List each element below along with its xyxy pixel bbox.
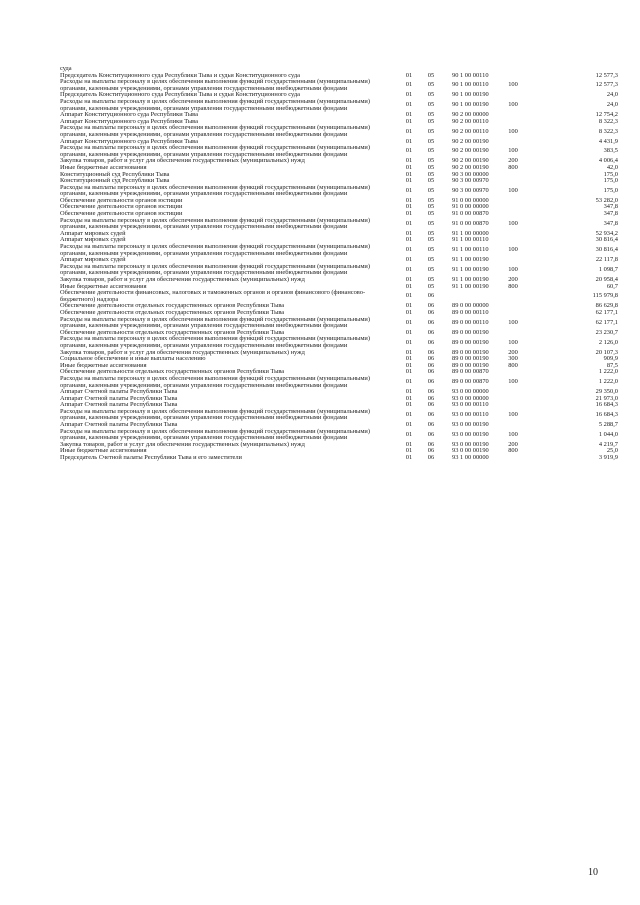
row-expense-type: 800 bbox=[508, 282, 518, 290]
row-section: 01 bbox=[405, 355, 413, 363]
row-section: 01 bbox=[405, 378, 413, 386]
row-expense-type: 100 bbox=[508, 186, 518, 194]
row-section: 01 bbox=[405, 177, 413, 185]
row-section: 01 bbox=[405, 266, 413, 274]
row-target-article: 91 1 00 00190 bbox=[452, 256, 489, 264]
row-target-article: 91 1 00 00110 bbox=[452, 246, 489, 254]
row-section: 01 bbox=[405, 447, 413, 455]
row-amount: 12 754,2 bbox=[595, 111, 618, 119]
row-name: Аппарат мировых судей bbox=[60, 236, 126, 244]
row-target-article: 89 0 00 00870 bbox=[452, 368, 489, 376]
row-expense-type: 300 bbox=[508, 355, 518, 363]
table-row bbox=[60, 218, 620, 231]
row-subsection: 06 bbox=[427, 440, 435, 448]
row-subsection: 06 bbox=[427, 368, 435, 376]
row-expense-type: 100 bbox=[508, 101, 518, 109]
row-target-article: 93 0 00 00190 bbox=[452, 421, 489, 429]
row-expense-type: 200 bbox=[508, 276, 518, 283]
row-expense-type: 100 bbox=[508, 127, 518, 135]
row-amount: 16 684,3 bbox=[595, 411, 618, 419]
row-amount: 115 979,8 bbox=[592, 292, 618, 300]
row-expense-type: 100 bbox=[508, 430, 518, 438]
row-name: Аппарат Счетной палаты Республики Тыва bbox=[60, 394, 178, 402]
row-section: 01 bbox=[405, 308, 413, 316]
row-amount: 175,0 bbox=[603, 170, 618, 178]
row-amount: 16 684,3 bbox=[595, 401, 618, 409]
row-amount: 347,8 bbox=[603, 210, 618, 218]
row-subsection: 06 bbox=[427, 394, 435, 402]
row-section: 01 bbox=[405, 361, 413, 369]
row-expense-type: 100 bbox=[508, 219, 518, 227]
row-amount: 1 222,0 bbox=[598, 378, 618, 386]
row-subsection: 05 bbox=[427, 91, 435, 99]
row-name: Аппарат Счетной палаты Республики Тыва bbox=[60, 401, 178, 409]
row-target-article: 89 0 00 00000 bbox=[452, 302, 489, 310]
row-expense-type: 100 bbox=[508, 411, 518, 419]
row-target-article: 89 0 00 00190 bbox=[452, 338, 489, 346]
row-amount: 62 177,1 bbox=[595, 318, 618, 326]
row-name: Конституционный суд Республики Тыва bbox=[60, 177, 170, 185]
row-name: Аппарат мировых судей bbox=[60, 229, 126, 237]
row-amount: 30 816,4 bbox=[595, 236, 618, 244]
row-section: 01 bbox=[405, 163, 413, 171]
row-target-article: 89 0 00 00110 bbox=[452, 308, 489, 316]
row-target-article: 90 1 00 00110 bbox=[452, 71, 489, 79]
row-expense-type: 100 bbox=[508, 81, 518, 89]
row-subsection: 06 bbox=[427, 348, 435, 356]
row-target-article: 89 0 00 00110 bbox=[452, 318, 489, 326]
row-subsection: 05 bbox=[427, 229, 435, 237]
row-subsection: 05 bbox=[427, 170, 435, 178]
row-amount: 3 919,9 bbox=[598, 454, 618, 462]
row-section: 01 bbox=[405, 117, 413, 125]
row-amount: 29 350,0 bbox=[595, 388, 618, 396]
row-section: 01 bbox=[405, 196, 413, 204]
row-amount: 21 973,0 bbox=[595, 394, 618, 402]
row-subsection: 06 bbox=[427, 401, 435, 409]
row-name: Расходы на выплаты персоналу в целях обеспечения выполнения функций государственными (муниципальными) органами, казенными учреждениями, органами управления государственными внебюджетными фондами bbox=[60, 335, 370, 349]
row-amount: 347,8 bbox=[603, 219, 618, 227]
row-section: 01 bbox=[405, 203, 413, 211]
row-target-article: 89 0 00 00190 bbox=[452, 355, 489, 363]
row-target-article: 90 2 00 00110 bbox=[452, 127, 489, 135]
row-name: Иные бюджетные ассигнования bbox=[60, 163, 147, 171]
row-expense-type: 100 bbox=[508, 338, 518, 346]
row-name: Аппарат Счетной палаты Республики Тыва bbox=[60, 421, 178, 429]
row-target-article: 93 0 00 00190 bbox=[452, 447, 489, 455]
row-target-article: 91 1 00 00000 bbox=[452, 229, 489, 237]
row-section: 01 bbox=[405, 170, 413, 178]
row-subsection: 05 bbox=[427, 266, 435, 274]
row-target-article: 90 2 00 00190 bbox=[452, 163, 489, 171]
table-row bbox=[60, 317, 620, 330]
row-name: Расходы на выплаты персоналу в целях обеспечения выполнения функций государственными (муниципальными) органами, казенными учреждениями, органами управления государственными внебюджетными фондами bbox=[60, 124, 370, 138]
row-subsection: 05 bbox=[427, 117, 435, 125]
row-subsection: 06 bbox=[427, 318, 435, 326]
row-expense-type: 100 bbox=[508, 378, 518, 386]
row-subsection: 05 bbox=[427, 111, 435, 119]
row-subsection: 05 bbox=[427, 137, 435, 145]
row-amount: 23 230,7 bbox=[595, 328, 618, 336]
row-target-article: 91 0 00 00000 bbox=[452, 203, 489, 211]
row-name: Председатель Конституционного суда Республики Тыва и судьи Конституционного суда bbox=[60, 91, 300, 99]
row-amount: 42,0 bbox=[606, 163, 618, 171]
row-section: 01 bbox=[405, 302, 413, 310]
row-name: Обеспечение деятельности отдельных государственных органов Республики Тыва bbox=[60, 302, 285, 310]
row-section: 01 bbox=[405, 91, 413, 99]
row-name: Аппарат Конституционного суда Республики Тыва bbox=[60, 111, 198, 119]
row-target-article: 90 2 00 00190 bbox=[452, 137, 489, 145]
row-section: 01 bbox=[405, 421, 413, 429]
row-section: 01 bbox=[405, 328, 413, 336]
row-section: 01 bbox=[405, 147, 413, 155]
row-amount: 12 577,3 bbox=[595, 81, 618, 89]
row-subsection: 05 bbox=[427, 127, 435, 135]
row-name: Расходы на выплаты персоналу в целях обеспечения выполнения функций государственными (муниципальными) органами, казенными учреждениями, органами управления государственными внебюджетными фондами bbox=[60, 144, 370, 158]
row-amount: 20 958,4 bbox=[595, 276, 618, 283]
row-section: 01 bbox=[405, 256, 413, 264]
row-section: 01 bbox=[405, 137, 413, 145]
row-section: 01 bbox=[405, 348, 413, 356]
row-name: суда bbox=[60, 65, 72, 72]
row-subsection: 06 bbox=[427, 378, 435, 386]
row-amount: 175,0 bbox=[603, 186, 618, 194]
row-target-article: 93 1 00 00000 bbox=[452, 454, 489, 462]
row-target-article: 89 0 00 00190 bbox=[452, 348, 489, 356]
row-amount: 25,0 bbox=[606, 447, 618, 455]
row-subsection: 06 bbox=[427, 308, 435, 316]
row-name: Обеспечение деятельности отдельных государственных органов Республики Тыва bbox=[60, 368, 285, 376]
row-target-article: 91 0 00 00870 bbox=[452, 210, 489, 218]
row-section: 01 bbox=[405, 440, 413, 448]
row-target-article: 90 3 00 00970 bbox=[452, 177, 489, 185]
row-subsection: 05 bbox=[427, 236, 435, 244]
row-section: 01 bbox=[405, 338, 413, 346]
row-name: Расходы на выплаты персоналу в целях обеспечения выполнения функций государственными (муниципальными) органами, казенными учреждениями, органами управления государственными внебюджетными фондами bbox=[60, 315, 370, 330]
row-target-article: 90 2 00 00000 bbox=[452, 111, 489, 119]
row-target-article: 91 1 00 00190 bbox=[452, 276, 489, 283]
row-name: Расходы на выплаты персоналу в целях обеспечения выполнения функций государственными (муниципальными) органами, казенными учреждениями, органами управления государственными внебюджетными фондами bbox=[60, 216, 370, 231]
row-subsection: 05 bbox=[427, 196, 435, 204]
row-name: Расходы на выплаты персоналу в целях обеспечения выполнения функций государственными (муниципальными) органами, казенными учреждениями, органами управления государственными внебюджетными фондами bbox=[60, 97, 370, 112]
row-subsection: 05 bbox=[427, 203, 435, 211]
row-section: 01 bbox=[405, 368, 413, 376]
row-amount: 909,9 bbox=[603, 355, 618, 363]
row-subsection: 06 bbox=[427, 302, 435, 310]
table-row bbox=[60, 455, 620, 462]
row-target-article: 90 1 00 00190 bbox=[452, 91, 489, 99]
row-target-article: 90 2 00 00190 bbox=[452, 157, 489, 165]
row-section: 01 bbox=[405, 210, 413, 218]
row-amount: 87,5 bbox=[606, 361, 618, 369]
budget-table bbox=[60, 66, 620, 462]
row-target-article: 93 0 00 00000 bbox=[452, 394, 489, 402]
row-target-article: 91 0 00 00870 bbox=[452, 219, 489, 227]
row-subsection: 05 bbox=[427, 157, 435, 165]
row-name: Обеспечение деятельности отдельных государственных органов Республики Тыва bbox=[60, 308, 285, 316]
row-amount: 4 006,4 bbox=[598, 157, 618, 165]
row-target-article: 90 2 00 00110 bbox=[452, 117, 489, 125]
row-name: Социальное обеспечение и иные выплаты населению bbox=[60, 355, 206, 363]
row-section: 01 bbox=[405, 111, 413, 119]
row-amount: 5 288,7 bbox=[598, 421, 618, 429]
row-subsection: 05 bbox=[427, 81, 435, 89]
row-subsection: 06 bbox=[427, 421, 435, 429]
row-target-article: 91 1 00 00110 bbox=[452, 236, 489, 244]
row-subsection: 05 bbox=[427, 186, 435, 194]
row-name: Закупка товаров, работ и услуг для обеспечения государственных (муниципальных) нужд bbox=[60, 276, 305, 283]
row-subsection: 06 bbox=[427, 361, 435, 369]
row-name: Иные бюджетные ассигнования bbox=[60, 361, 147, 369]
row-amount: 62 177,1 bbox=[595, 308, 618, 316]
row-expense-type: 800 bbox=[508, 361, 518, 369]
row-target-article: 91 1 00 00190 bbox=[452, 266, 489, 274]
row-section: 01 bbox=[405, 71, 413, 79]
row-name: Председатель Счетной палаты Республики Тыва и его заместители bbox=[60, 454, 242, 462]
row-expense-type: 800 bbox=[508, 163, 518, 171]
row-name: Расходы на выплаты персоналу в целях обеспечения выполнения функций государственными (муниципальными) органами, казенными учреждениями, органами управления государственными внебюджетными фондами bbox=[60, 78, 370, 92]
row-subsection: 05 bbox=[427, 147, 435, 155]
row-target-article: 93 0 00 00110 bbox=[452, 411, 489, 419]
row-target-article: 90 1 00 00190 bbox=[452, 101, 489, 109]
row-section: 01 bbox=[405, 186, 413, 194]
row-target-article: 89 0 00 00190 bbox=[452, 328, 489, 336]
row-subsection: 05 bbox=[427, 282, 435, 290]
row-subsection: 05 bbox=[427, 177, 435, 185]
row-name: Обеспечение деятельности органов юстиции bbox=[60, 203, 183, 211]
table-row bbox=[60, 231, 620, 238]
table-row bbox=[60, 244, 620, 257]
row-amount: 1 044,0 bbox=[598, 430, 618, 438]
row-subsection: 05 bbox=[427, 256, 435, 264]
row-section: 01 bbox=[405, 246, 413, 254]
row-amount: 24,0 bbox=[606, 101, 618, 109]
row-name: Председатель Конституционного суда Республики Тыва и судьи Конституционного суда bbox=[60, 71, 300, 79]
table-row bbox=[60, 429, 620, 442]
row-name: Закупка товаров, работ и услуг для обеспечения государственных (муниципальных) нужд bbox=[60, 348, 305, 356]
row-name: Закупка товаров, работ и услуг для обеспечения государственных (муниципальных) нужд bbox=[60, 157, 305, 165]
row-subsection: 05 bbox=[427, 101, 435, 109]
row-target-article: 90 3 00 00000 bbox=[452, 170, 489, 178]
row-name: Аппарат Конституционного суда Республики Тыва bbox=[60, 137, 198, 145]
row-name: Расходы на выплаты персоналу в целях обеспечения выполнения функций государственными (муниципальными) органами, казенными учреждениями, органами управления государственными внебюджетными фондами bbox=[60, 427, 370, 442]
row-amount: 22 117,8 bbox=[595, 256, 618, 264]
row-amount: 24,0 bbox=[606, 91, 618, 99]
row-section: 01 bbox=[405, 411, 413, 419]
row-amount: 8 322,3 bbox=[598, 117, 618, 125]
row-subsection: 06 bbox=[427, 338, 435, 346]
row-amount: 60,7 bbox=[606, 282, 618, 290]
row-section: 01 bbox=[405, 292, 413, 300]
row-section: 01 bbox=[405, 318, 413, 326]
row-amount: 1 222,0 bbox=[598, 368, 618, 376]
row-name: Расходы на выплаты персоналу в целях обеспечения выполнения функций государственными (муниципальными) органами, казенными учреждениями, органами управления государственными внебюджетными фондами bbox=[60, 407, 370, 422]
row-subsection: 06 bbox=[427, 355, 435, 363]
row-section: 01 bbox=[405, 282, 413, 290]
row-amount: 4 431,9 bbox=[598, 137, 618, 145]
row-subsection: 05 bbox=[427, 246, 435, 254]
row-section: 01 bbox=[405, 454, 413, 462]
row-section: 01 bbox=[405, 276, 413, 283]
row-expense-type: 800 bbox=[508, 447, 518, 455]
row-expense-type: 200 bbox=[508, 348, 518, 356]
row-target-article: 90 1 00 00110 bbox=[452, 81, 489, 89]
row-subsection: 06 bbox=[427, 447, 435, 455]
row-name: Аппарат Счетной палаты Республики Тыва bbox=[60, 388, 178, 396]
row-amount: 52 934,2 bbox=[595, 229, 618, 237]
row-amount: 347,8 bbox=[603, 203, 618, 211]
row-target-article: 89 0 00 00870 bbox=[452, 378, 489, 386]
row-name: Обеспечение деятельности финансовых, налоговых и таможенных органов и органов финансового (финансово-бюджетного) надзора bbox=[60, 289, 366, 303]
row-subsection: 05 bbox=[427, 163, 435, 171]
row-subsection: 06 bbox=[427, 388, 435, 396]
row-target-article: 90 3 00 00970 bbox=[452, 186, 489, 194]
row-expense-type: 100 bbox=[508, 318, 518, 326]
row-name: Расходы на выплаты персоналу в целях обеспечения выполнения функций государственными (муниципальными) органами, казенными учреждениями, органами управления государственными внебюджетными фондами bbox=[60, 374, 370, 389]
row-name: Расходы на выплаты персоналу в целях обеспечения выполнения функций государственными (муниципальными) органами, казенными учреждениями, органами управления государственными внебюджетными фондами bbox=[60, 183, 370, 198]
row-target-article: 89 0 00 00190 bbox=[452, 361, 489, 369]
row-section: 01 bbox=[405, 229, 413, 237]
row-target-article: 93 0 00 00110 bbox=[452, 401, 489, 409]
row-amount: 2 126,0 bbox=[598, 338, 618, 346]
row-section: 01 bbox=[405, 157, 413, 165]
row-subsection: 06 bbox=[427, 328, 435, 336]
row-section: 01 bbox=[405, 394, 413, 402]
row-section: 01 bbox=[405, 81, 413, 89]
row-name: Закупка товаров, работ и услуг для обеспечения государственных (муниципальных) нужд bbox=[60, 440, 305, 448]
row-amount: 383,5 bbox=[603, 147, 618, 155]
row-subsection: 05 bbox=[427, 210, 435, 218]
row-name: Аппарат мировых судей bbox=[60, 256, 126, 264]
row-subsection: 06 bbox=[427, 411, 435, 419]
row-name: Обеспечение деятельности отдельных государственных органов Республики Тыва bbox=[60, 328, 285, 336]
row-amount: 30 816,4 bbox=[595, 246, 618, 254]
table-row bbox=[60, 185, 620, 198]
row-expense-type: 100 bbox=[508, 147, 518, 155]
table-row bbox=[60, 336, 620, 349]
row-subsection: 06 bbox=[427, 454, 435, 462]
row-expense-type: 200 bbox=[508, 440, 518, 448]
row-name: Расходы на выплаты персоналу в целях обеспечения выполнения функций государственными (муниципальными) органами, казенными учреждениями, органами управления государственными внебюджетными фондами bbox=[60, 262, 370, 277]
row-amount: 20 107,3 bbox=[595, 348, 618, 356]
row-target-article: 90 2 00 00190 bbox=[452, 147, 489, 155]
row-expense-type: 100 bbox=[508, 246, 518, 254]
row-target-article: 93 0 00 00190 bbox=[452, 430, 489, 438]
row-section: 01 bbox=[405, 388, 413, 396]
row-section: 01 bbox=[405, 101, 413, 109]
row-amount: 8 322,3 bbox=[598, 127, 618, 135]
row-amount: 1 098,7 bbox=[598, 266, 618, 274]
row-name: Обеспечение деятельности органов юстиции bbox=[60, 210, 183, 218]
row-target-article: 93 0 00 00000 bbox=[452, 388, 489, 396]
row-name: Иные бюджетные ассигнования bbox=[60, 447, 147, 455]
page-number: 10 bbox=[588, 867, 598, 878]
row-section: 01 bbox=[405, 430, 413, 438]
row-name: Иные бюджетные ассигнования bbox=[60, 282, 147, 290]
row-section: 01 bbox=[405, 401, 413, 409]
row-name: Обеспечение деятельности органов юстиции bbox=[60, 196, 183, 204]
row-expense-type: 200 bbox=[508, 157, 518, 165]
row-section: 01 bbox=[405, 127, 413, 135]
row-subsection: 05 bbox=[427, 219, 435, 227]
row-subsection: 05 bbox=[427, 71, 435, 79]
row-amount: 12 577,3 bbox=[595, 71, 618, 79]
row-target-article: 91 1 00 00190 bbox=[452, 282, 489, 290]
row-section: 01 bbox=[405, 219, 413, 227]
row-name: Аппарат Конституционного суда Республики Тыва bbox=[60, 117, 198, 125]
table-row bbox=[60, 125, 620, 138]
row-name: Расходы на выплаты персоналу в целях обеспечения выполнения функций государственными (муниципальными) органами, казенными учреждениями, органами управления государственными внебюджетными фондами bbox=[60, 243, 370, 257]
row-amount: 53 282,0 bbox=[595, 196, 618, 204]
row-amount: 4 219,7 bbox=[598, 440, 618, 448]
row-subsection: 05 bbox=[427, 276, 435, 283]
row-target-article: 91 0 00 00000 bbox=[452, 196, 489, 204]
row-subsection: 06 bbox=[427, 292, 435, 300]
row-target-article: 93 0 00 00190 bbox=[452, 440, 489, 448]
row-subsection: 06 bbox=[427, 430, 435, 438]
row-name: Конституционный суд Республики Тыва bbox=[60, 170, 170, 178]
row-expense-type: 100 bbox=[508, 266, 518, 274]
row-section: 01 bbox=[405, 236, 413, 244]
row-amount: 86 629,8 bbox=[595, 302, 618, 310]
row-amount: 175,0 bbox=[603, 177, 618, 185]
